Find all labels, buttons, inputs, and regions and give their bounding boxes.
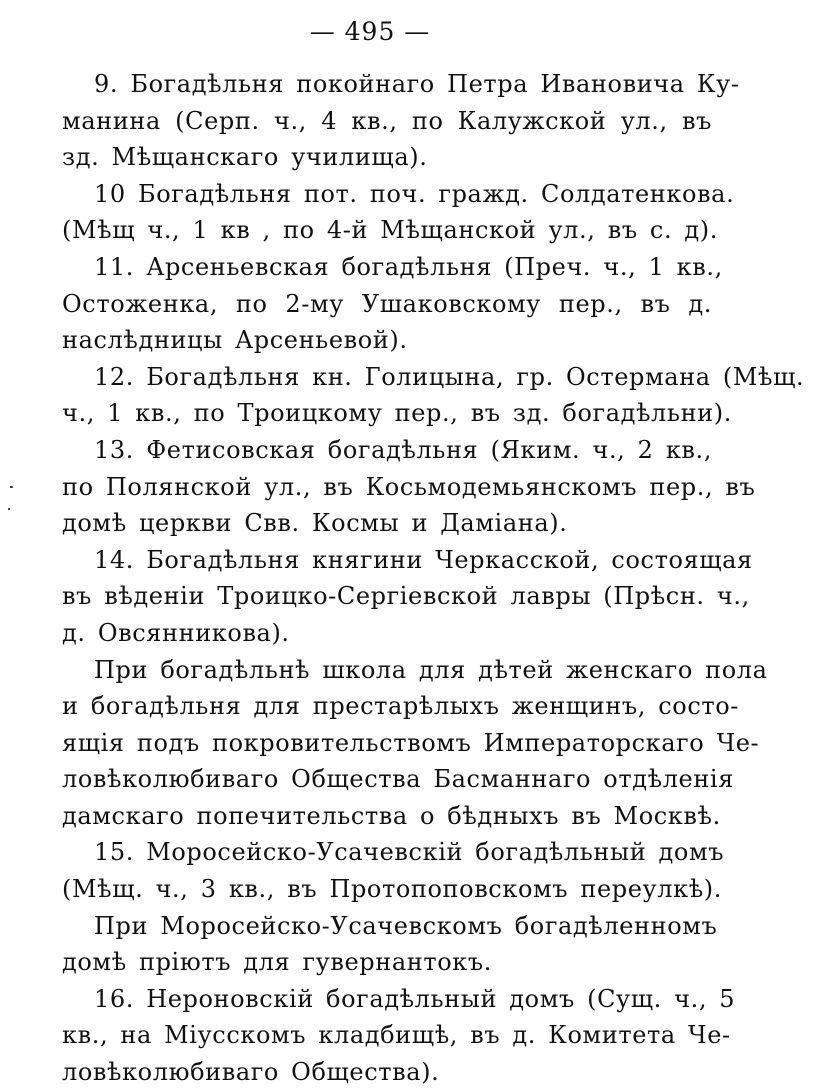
entry-13-line-1: 13. Фетисовская богадѣльня (Яким. ч., 2 кв., [94,435,712,464]
entry-10-line-1: 10 Богадѣльня пот. поч. гражд. Солдатенкова. [94,179,735,208]
entry-16-line-2: кв., на Міусскомъ кладбищѣ, въ д. Комитета Че- [62,1021,731,1050]
entry-9-line-2: манина (Серп. ч., 4 кв., по Калужской ул., въ [62,106,712,135]
entry-16-line-3: ловѣколюбиваго Общества). [62,1058,440,1087]
note-15-line-1: При Моросейско-Усачевскомъ богадѣленномъ [94,911,718,940]
text-body [62,66,805,1091]
scan-speck [10,486,13,488]
note-14-line-2: и богадѣльня для престарѣлыхъ женщинъ, состо- [62,692,740,721]
entry-9-line-1: 9. Богадѣльня покойнаго Петра Ивановича Ку- [94,70,740,98]
entry-10-line-2: (Мѣщ ч., 1 кв , по 4-й Мѣщанской ул., въ с. д). [62,216,718,245]
entry-12-line-1: 12. Богадѣльня кн. Голицына, гр. Остермана (Мѣщ. [94,362,805,391]
entry-14-line-3: д. Овсянникова). [62,618,290,647]
scan-speck [8,508,10,510]
note-14-line-1: При богадѣльнѣ школа для дѣтей женскаго пола [94,655,768,684]
entry-15-line-1: 15. Моросейско-Усачевскій богадѣльный домъ [94,838,725,867]
note-14-line-3: ящія подъ покровительствомъ Императорскаго Че- [62,728,760,757]
page-number: — 495 — [309,17,431,46]
note-14-line-4: ловѣколюбиваго Общества Басманнаго отдѣленія [62,765,734,794]
entry-13-line-2: по Полянской ул., въ Косьмодемьянскомъ пер., въ [62,472,756,501]
entry-16-line-1: 16. Нероновскій богадѣльный домъ (Сущ. ч., 5 [94,984,736,1013]
entry-12-line-2: ч., 1 кв., по Троицкому пер., въ зд. богадѣльни). [62,399,732,428]
entry-11-line-2: Остоженка, по 2-му Ушаковскому пер., въ д. [62,289,712,318]
entry-15-line-2: (Мѣщ. ч., 3 кв., въ Протопоповскомъ переулкѣ). [62,875,722,904]
entry-9-line-3: зд. Мѣщанскаго училища). [62,143,428,172]
entry-14-line-2: въ вѣденіи Троицко-Сергіевской лавры (Прѣсн. ч., [62,582,750,611]
entry-11-line-3: наслѣдницы Арсеньевой). [62,326,408,355]
entry-14-line-1: 14. Богадѣльня княгини Черкасской, состоящая [94,545,753,574]
note-15-line-2: домѣ пріютъ для гувернантокъ. [62,948,492,977]
entry-11-line-1: 11. Арсеньевская богадѣльня (Преч. ч., 1 кв., [94,252,723,281]
note-14-line-5: дамскаго попечительства о бѣдныхъ въ Москвѣ. [62,801,721,830]
entry-13-line-3: домѣ церкви Свв. Космы и Даміана). [62,509,568,538]
